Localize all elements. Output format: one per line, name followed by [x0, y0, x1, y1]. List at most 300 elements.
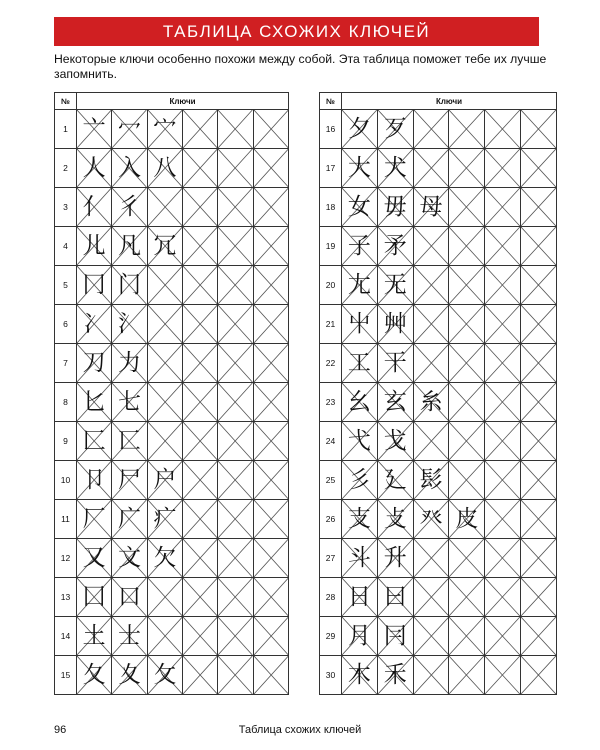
writing-cell: [218, 617, 253, 656]
radical-glyph: 癶: [419, 505, 443, 532]
cell-diagonal-guides: [414, 578, 449, 616]
writing-cell: [485, 227, 521, 266]
writing-cell: [377, 500, 413, 539]
table-row: [55, 383, 289, 422]
cell-diagonal-guides: [218, 539, 252, 577]
radical-glyph: 士: [117, 622, 141, 649]
cell-diagonal-guides: [449, 539, 484, 577]
radical-glyph: 囗: [82, 583, 106, 610]
cell-diagonal-guides: [254, 266, 288, 304]
radical-glyph: 彳: [117, 193, 141, 220]
writing-cell: [253, 539, 288, 578]
cell-diagonal-guides: [183, 110, 217, 148]
cell-diagonal-guides: [449, 422, 484, 460]
writing-cell: [182, 305, 217, 344]
writing-cell: [377, 383, 413, 422]
radical-glyph: 日: [347, 583, 371, 610]
writing-cell: [77, 461, 112, 500]
writing-cell: [77, 383, 112, 422]
intro-text: Некоторые ключи особенно похожи между собой. Эта таблица поможет тебе их лучше запомнить.: [54, 52, 547, 81]
writing-cell: [413, 227, 449, 266]
radical-glyph: 工: [347, 349, 371, 376]
cell-diagonal-guides: [218, 383, 252, 421]
radical-glyph: 月: [347, 622, 371, 649]
radical-glyph: 幺: [347, 388, 371, 415]
writing-cell: [342, 383, 378, 422]
writing-cell: [77, 149, 112, 188]
writing-cell: [485, 422, 521, 461]
writing-cell: [449, 383, 485, 422]
writing-cell: [112, 578, 147, 617]
writing-cell: [182, 188, 217, 227]
table-row: [320, 266, 557, 305]
radical-glyph: 戈: [383, 427, 407, 454]
cell-diagonal-guides: [414, 422, 449, 460]
cell-diagonal-guides: [521, 110, 556, 148]
cell-diagonal-guides: [218, 305, 252, 343]
table-row: [55, 110, 289, 149]
writing-cell: [112, 383, 147, 422]
radical-glyph: 大: [347, 154, 371, 181]
radical-glyph: 户: [153, 466, 177, 493]
cell-diagonal-guides: [485, 266, 520, 304]
cell-diagonal-guides: [183, 305, 217, 343]
table-row: [55, 266, 289, 305]
cell-diagonal-guides: [485, 422, 520, 460]
writing-cell: [112, 422, 147, 461]
radical-glyph: 厂: [82, 505, 106, 532]
radical-glyph: 冃: [383, 622, 407, 649]
radical-glyph: 髟: [419, 466, 443, 493]
writing-cell: [377, 227, 413, 266]
writing-cell: [377, 539, 413, 578]
radical-glyph: 糸: [419, 388, 443, 415]
radical-glyph: 又: [82, 544, 106, 571]
cell-diagonal-guides: [521, 461, 556, 499]
writing-cell: [182, 110, 217, 149]
table-row: [320, 539, 557, 578]
writing-cell: [485, 578, 521, 617]
writing-cell: [147, 305, 182, 344]
table-row: [55, 500, 289, 539]
cell-diagonal-guides: [148, 266, 182, 304]
writing-cell: [449, 578, 485, 617]
writing-cell: [377, 422, 413, 461]
cell-diagonal-guides: [183, 227, 217, 265]
radical-glyph: 宀: [153, 115, 177, 142]
writing-cell: [485, 110, 521, 149]
cell-diagonal-guides: [449, 383, 484, 421]
row-number: 14: [55, 617, 77, 656]
cell-diagonal-guides: [254, 227, 288, 265]
radical-glyph: 门: [117, 271, 141, 298]
cell-diagonal-guides: [218, 656, 252, 694]
writing-cell: [413, 422, 449, 461]
table-row: [55, 188, 289, 227]
table-row: [320, 344, 557, 383]
cell-diagonal-guides: [485, 305, 520, 343]
writing-cell: [112, 344, 147, 383]
cell-diagonal-guides: [254, 461, 288, 499]
cell-diagonal-guides: [521, 617, 556, 655]
writing-cell: [521, 305, 557, 344]
writing-cell: [147, 188, 182, 227]
radical-glyph: 艸: [383, 310, 407, 337]
writing-cell: [377, 461, 413, 500]
cell-diagonal-guides: [521, 500, 556, 538]
cell-diagonal-guides: [449, 461, 484, 499]
radical-glyph: 皮: [455, 505, 479, 532]
cell-diagonal-guides: [254, 305, 288, 343]
radical-glyph: 入: [117, 154, 141, 181]
radical-glyph: 广: [117, 505, 141, 532]
cell-diagonal-guides: [521, 305, 556, 343]
cell-diagonal-guides: [485, 461, 520, 499]
table-row: [320, 500, 557, 539]
writing-cell: [342, 539, 378, 578]
writing-cell: [253, 422, 288, 461]
cell-diagonal-guides: [521, 227, 556, 265]
keys-column-header: Ключи: [342, 93, 557, 110]
cell-diagonal-guides: [218, 500, 252, 538]
writing-cell: [377, 344, 413, 383]
writing-cell: [485, 500, 521, 539]
cell-diagonal-guides: [449, 266, 484, 304]
writing-cell: [147, 578, 182, 617]
cell-diagonal-guides: [254, 110, 288, 148]
writing-cell: [218, 578, 253, 617]
row-number: 24: [320, 422, 342, 461]
writing-cell: [377, 617, 413, 656]
writing-cell: [521, 227, 557, 266]
writing-cell: [413, 578, 449, 617]
writing-cell: [413, 305, 449, 344]
row-number: 26: [320, 500, 342, 539]
writing-cell: [413, 656, 449, 695]
keys-table-left: [54, 92, 289, 695]
writing-cell: [485, 656, 521, 695]
writing-cell: [112, 149, 147, 188]
cell-diagonal-guides: [449, 227, 484, 265]
writing-cell: [253, 110, 288, 149]
cell-diagonal-guides: [414, 110, 449, 148]
keys-table-right: [319, 92, 557, 695]
radical-glyph: 氵: [117, 310, 141, 337]
writing-cell: [112, 617, 147, 656]
row-number: 15: [55, 656, 77, 695]
cell-diagonal-guides: [449, 110, 484, 148]
table-row: [320, 617, 557, 656]
row-number: 13: [55, 578, 77, 617]
cell-diagonal-guides: [414, 149, 449, 187]
writing-cell: [342, 188, 378, 227]
cell-diagonal-guides: [414, 266, 449, 304]
writing-cell: [413, 266, 449, 305]
writing-cell: [112, 539, 147, 578]
cell-diagonal-guides: [414, 344, 449, 382]
writing-cell: [112, 305, 147, 344]
radical-glyph: 刀: [82, 349, 106, 376]
cell-diagonal-guides: [148, 383, 182, 421]
cell-diagonal-guides: [183, 188, 217, 226]
cell-diagonal-guides: [521, 383, 556, 421]
writing-cell: [182, 422, 217, 461]
row-number: 16: [320, 110, 342, 149]
row-number: 7: [55, 344, 77, 383]
writing-cell: [253, 500, 288, 539]
radical-glyph: 屮: [347, 310, 371, 337]
writing-cell: [218, 149, 253, 188]
table-row: [320, 110, 557, 149]
radical-glyph: 升: [383, 544, 407, 571]
writing-cell: [147, 539, 182, 578]
cell-diagonal-guides: [218, 227, 252, 265]
writing-cell: [413, 500, 449, 539]
writing-cell: [218, 422, 253, 461]
writing-cell: [147, 110, 182, 149]
radical-glyph: 攵: [153, 661, 177, 688]
writing-cell: [77, 422, 112, 461]
row-number: 3: [55, 188, 77, 227]
writing-cell: [253, 617, 288, 656]
cell-diagonal-guides: [218, 266, 252, 304]
cell-diagonal-guides: [485, 227, 520, 265]
cell-diagonal-guides: [521, 422, 556, 460]
writing-cell: [253, 227, 288, 266]
cell-diagonal-guides: [148, 422, 182, 460]
radical-glyph: 夂: [82, 661, 106, 688]
row-number: 22: [320, 344, 342, 383]
cell-diagonal-guides: [218, 617, 252, 655]
cell-diagonal-guides: [218, 422, 252, 460]
radical-glyph: 曰: [383, 583, 407, 610]
writing-cell: [521, 383, 557, 422]
radical-glyph: 禾: [383, 661, 407, 688]
writing-cell: [342, 617, 378, 656]
cell-diagonal-guides: [148, 344, 182, 382]
table-row: [55, 656, 289, 695]
writing-cell: [449, 110, 485, 149]
radical-glyph: 斗: [347, 544, 371, 571]
cell-diagonal-guides: [449, 344, 484, 382]
page-title-banner: ТАБЛИЦА СХОЖИХ КЛЮЧЕЙ: [54, 17, 539, 46]
writing-cell: [377, 266, 413, 305]
writing-cell: [182, 500, 217, 539]
radical-glyph: 矛: [383, 232, 407, 259]
cell-diagonal-guides: [485, 578, 520, 616]
writing-cell: [342, 461, 378, 500]
writing-cell: [218, 188, 253, 227]
cell-diagonal-guides: [414, 539, 449, 577]
keys-column-header: Ключи: [77, 93, 289, 110]
writing-cell: [77, 227, 112, 266]
table-row: [320, 461, 557, 500]
radical-glyph: 冂: [82, 271, 106, 298]
cell-diagonal-guides: [148, 578, 182, 616]
radical-glyph: 匕: [82, 388, 106, 415]
radical-glyph: 文: [117, 544, 141, 571]
writing-cell: [218, 110, 253, 149]
writing-cell: [253, 149, 288, 188]
writing-cell: [449, 461, 485, 500]
writing-cell: [253, 266, 288, 305]
radical-glyph: 亻: [82, 193, 106, 220]
writing-cell: [77, 656, 112, 695]
radical-glyph: 木: [347, 661, 371, 688]
row-number: 20: [320, 266, 342, 305]
radical-glyph: 匸: [117, 427, 141, 454]
writing-cell: [377, 188, 413, 227]
radical-glyph: 口: [117, 583, 141, 610]
cell-diagonal-guides: [449, 149, 484, 187]
writing-cell: [218, 656, 253, 695]
writing-cell: [77, 344, 112, 383]
writing-cell: [449, 539, 485, 578]
cell-diagonal-guides: [449, 656, 484, 694]
radical-glyph: 尸: [117, 466, 141, 493]
writing-cell: [218, 227, 253, 266]
radical-glyph: 八: [153, 154, 177, 181]
writing-cell: [485, 266, 521, 305]
table-row: [55, 617, 289, 656]
cell-diagonal-guides: [183, 500, 217, 538]
cell-diagonal-guides: [218, 149, 252, 187]
cell-diagonal-guides: [148, 617, 182, 655]
writing-cell: [485, 149, 521, 188]
writing-cell: [485, 461, 521, 500]
writing-cell: [112, 110, 147, 149]
writing-cell: [182, 461, 217, 500]
writing-cell: [342, 344, 378, 383]
writing-cell: [218, 461, 253, 500]
writing-cell: [521, 422, 557, 461]
writing-cell: [413, 617, 449, 656]
writing-cell: [253, 305, 288, 344]
writing-cell: [147, 422, 182, 461]
writing-cell: [147, 149, 182, 188]
cell-diagonal-guides: [414, 617, 449, 655]
writing-cell: [449, 227, 485, 266]
table-row: [55, 578, 289, 617]
radical-glyph: 母: [419, 193, 443, 220]
writing-cell: [413, 110, 449, 149]
writing-cell: [413, 539, 449, 578]
row-number: 10: [55, 461, 77, 500]
row-number: 29: [320, 617, 342, 656]
radical-glyph: 儿: [82, 232, 106, 259]
writing-cell: [147, 500, 182, 539]
writing-cell: [253, 383, 288, 422]
cell-diagonal-guides: [414, 227, 449, 265]
writing-cell: [485, 383, 521, 422]
writing-cell: [377, 110, 413, 149]
cell-diagonal-guides: [183, 656, 217, 694]
writing-cell: [342, 149, 378, 188]
table-row: [320, 149, 557, 188]
writing-cell: [182, 383, 217, 422]
table-row: [320, 383, 557, 422]
writing-cell: [449, 617, 485, 656]
row-number: 27: [320, 539, 342, 578]
cell-diagonal-guides: [414, 656, 449, 694]
writing-cell: [413, 188, 449, 227]
number-column-header: №: [55, 93, 77, 110]
radical-glyph: 冖: [117, 115, 141, 142]
radical-glyph: 人: [82, 154, 106, 181]
table-row: [55, 227, 289, 266]
writing-cell: [112, 656, 147, 695]
radical-glyph: 廴: [383, 466, 407, 493]
table-row: [320, 227, 557, 266]
writing-cell: [377, 149, 413, 188]
writing-cell: [413, 461, 449, 500]
writing-cell: [77, 188, 112, 227]
row-number: 17: [320, 149, 342, 188]
writing-cell: [112, 461, 147, 500]
writing-cell: [449, 305, 485, 344]
cell-diagonal-guides: [254, 422, 288, 460]
writing-cell: [218, 539, 253, 578]
writing-cell: [485, 539, 521, 578]
cell-diagonal-guides: [449, 578, 484, 616]
cell-diagonal-guides: [485, 188, 520, 226]
radical-glyph: 土: [82, 622, 106, 649]
writing-cell: [77, 110, 112, 149]
writing-cell: [521, 500, 557, 539]
row-number: 28: [320, 578, 342, 617]
radical-glyph: 彡: [347, 466, 371, 493]
radical-glyph: 尢: [347, 271, 371, 298]
writing-cell: [485, 344, 521, 383]
table-row: [55, 539, 289, 578]
cell-diagonal-guides: [254, 344, 288, 382]
cell-diagonal-guides: [485, 149, 520, 187]
radical-glyph: 凡: [117, 232, 141, 259]
writing-cell: [218, 383, 253, 422]
table-row: [55, 422, 289, 461]
row-number: 2: [55, 149, 77, 188]
writing-cell: [521, 149, 557, 188]
writing-cell: [253, 656, 288, 695]
writing-cell: [521, 110, 557, 149]
radical-glyph: 支: [347, 505, 371, 532]
writing-cell: [182, 617, 217, 656]
cell-diagonal-guides: [449, 188, 484, 226]
writing-cell: [182, 344, 217, 383]
writing-cell: [485, 617, 521, 656]
row-number: 23: [320, 383, 342, 422]
cell-diagonal-guides: [218, 578, 252, 616]
writing-cell: [377, 656, 413, 695]
writing-cell: [253, 461, 288, 500]
cell-diagonal-guides: [485, 383, 520, 421]
writing-cell: [253, 188, 288, 227]
radical-glyph: 夊: [117, 661, 141, 688]
writing-cell: [413, 383, 449, 422]
cell-diagonal-guides: [183, 422, 217, 460]
writing-cell: [342, 227, 378, 266]
writing-cell: [77, 266, 112, 305]
cell-diagonal-guides: [449, 617, 484, 655]
cell-diagonal-guides: [148, 188, 182, 226]
cell-diagonal-guides: [485, 617, 520, 655]
writing-cell: [112, 500, 147, 539]
writing-cell: [147, 227, 182, 266]
writing-cell: [253, 578, 288, 617]
writing-cell: [521, 617, 557, 656]
cell-diagonal-guides: [521, 656, 556, 694]
writing-cell: [147, 461, 182, 500]
